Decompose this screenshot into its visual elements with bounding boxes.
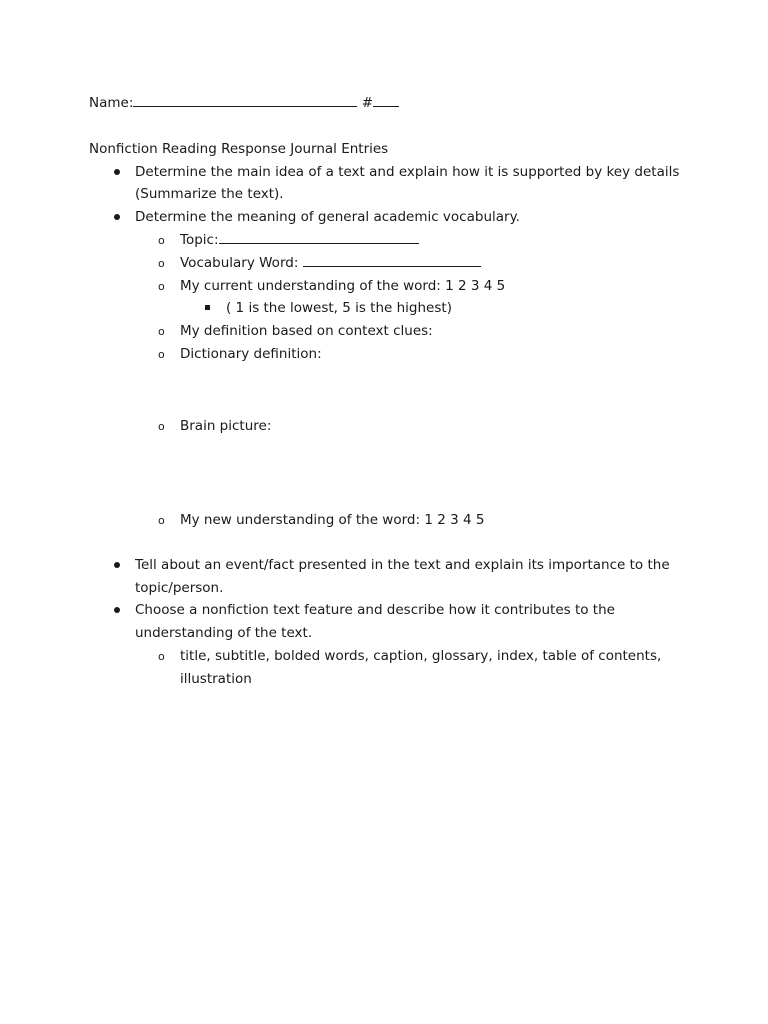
number-blank — [373, 93, 399, 107]
sub-bullet-marker: o — [158, 348, 165, 361]
brain-picture: Brain picture: — [180, 418, 272, 434]
context-definition: My definition based on context clues: — [180, 323, 433, 339]
bullet-1-line-2: (Summarize the text). — [135, 186, 284, 202]
name-line — [89, 93, 399, 113]
dictionary-definition: Dictionary definition: — [180, 346, 322, 362]
bullet-1-line-1: Determine the main idea of a text and explain how it is supported by key details — [135, 164, 680, 180]
topic-blank — [219, 230, 419, 244]
sub-bullet-marker: o — [158, 650, 165, 663]
square-bullet-marker — [205, 305, 210, 310]
document-title: Nonfiction Reading Response Journal Entries — [89, 141, 389, 157]
new-understanding: My new understanding of the word: 1 2 3 4 5 — [180, 512, 485, 528]
bullet-4-line-1: Choose a nonfiction text feature and describe how it contributes to the — [135, 602, 615, 618]
name-label: Name: — [89, 95, 134, 111]
bullet-2-line-1: Determine the meaning of general academic vocabulary. — [135, 209, 520, 225]
vocab-word-line — [180, 253, 481, 273]
bullet-marker — [114, 607, 120, 613]
topic-label: Topic: — [180, 232, 219, 248]
bullet-3-line-2: topic/person. — [135, 580, 224, 596]
sub-bullet-marker: o — [158, 325, 165, 338]
sub-bullet-marker: o — [158, 257, 165, 270]
sub-bullet-marker: o — [158, 514, 165, 527]
topic-line — [180, 230, 419, 250]
vocab-word-blank — [303, 253, 481, 267]
feature-list-line-2: illustration — [180, 671, 252, 687]
bullet-marker — [114, 169, 120, 175]
sub-bullet-marker: o — [158, 234, 165, 247]
number-label: # — [361, 95, 373, 111]
scale-note: ( 1 is the lowest, 5 is the highest) — [226, 300, 452, 316]
bullet-3-line-1: Tell about an event/fact presented in the text and explain its importance to the — [135, 557, 670, 573]
name-blank — [133, 93, 357, 107]
bullet-marker — [114, 214, 120, 220]
feature-list-line-1: title, subtitle, bolded words, caption, glossary, index, table of contents, — [180, 648, 662, 664]
bullet-4-line-2: understanding of the text. — [135, 625, 313, 641]
sub-bullet-marker: o — [158, 420, 165, 433]
sub-bullet-marker: o — [158, 280, 165, 293]
bullet-marker — [114, 562, 120, 568]
current-understanding: My current understanding of the word: 1 2 3 4 5 — [180, 278, 506, 294]
vocab-word-label: Vocabulary Word: — [180, 255, 299, 271]
